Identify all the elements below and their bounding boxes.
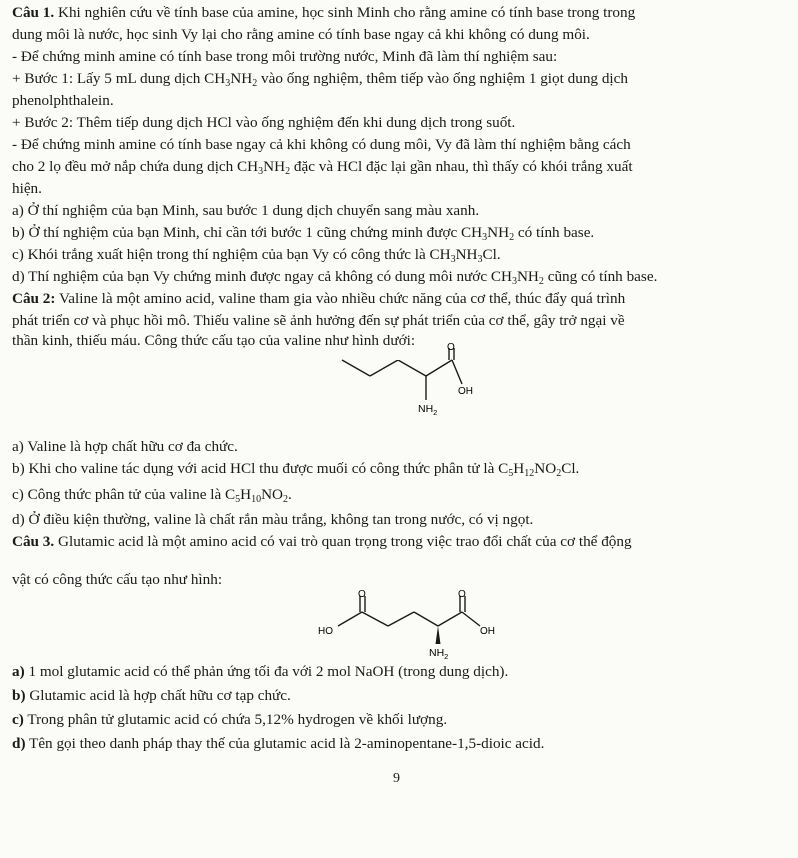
q1-intro-line-2: dung môi là nước, học sinh Vy lại cho rằng amine có tính base ngay cả khi không có dung môi. — [12, 26, 590, 43]
q1-setup-vy-2: cho 2 lọ đều mở nắp chứa dung dịch $CH_3NH_2$ đặc và HCl đặc lại gần nhau, thì thấy có khói trắng xuất — [12, 158, 633, 177]
page-number: 9 — [393, 771, 400, 786]
q2-statement-c: c) Công thức phân tử của valine là $C_5H_{10}NO_2$. — [12, 486, 292, 505]
glutamic-oh: OH — [480, 626, 495, 637]
q1-setup-minh: - Để chứng minh amine có tính base trong môi trường nước, Minh đã làm thí nghiệm sau: — [12, 48, 558, 65]
q2-intro-line-3: thần kinh, thiếu máu. Công thức cấu tạo của valine như hình dưới: — [12, 332, 416, 349]
q3-statement-c: c) Trong phân tử glutamic acid có chứa 5,12% hydrogen về khối lượng. — [12, 711, 448, 728]
q3-intro-line-2: vật có công thức cấu tạo như hình: — [12, 571, 223, 588]
q3-statement-d: d) Tên gọi theo danh pháp thay thế của glutamic acid là 2-aminopentane-1,5-dioic acid. — [12, 735, 545, 752]
valine-skeleton-bonds — [342, 348, 462, 400]
glutamic-ho: HO — [318, 626, 333, 637]
q3-statement-a: a) 1 mol glutamic acid có thể phản ứng tối đa với 2 mol NaOH (trong dung dịch). — [12, 663, 509, 680]
q2-statement-a: a) Valine là hợp chất hữu cơ đa chức. — [12, 438, 238, 455]
q1-statement-b: b) Ở thí nghiệm của bạn Minh, chỉ cần tới bước 1 cũng chứng minh được $CH_3NH_2$ có tính base. — [12, 224, 595, 243]
q1-intro-1: Khi nghiên cứu về tính base của amine, học sinh Minh cho rằng amine có tính base trong trong — [58, 4, 636, 21]
q1-setup-vy-1: - Để chứng minh amine có tính base ngay cả khi không có dung môi, Vy đã làm thí nghiệm bằng cách — [12, 136, 631, 153]
glutamic-wedge-bond — [436, 626, 441, 644]
glutamic-nh2: $NH_2$ — [429, 647, 449, 661]
q1-step2: + Bước 2: Thêm tiếp dung dịch HCl vào ống nghiệm đến khi dung dịch trong suốt. — [12, 114, 516, 131]
glutamic-o-1: O — [358, 589, 366, 600]
valine-structure — [340, 342, 480, 439]
q1-label: Câu 1. — [12, 4, 55, 21]
q3-statement-b: b) Glutamic acid là hợp chất hữu cơ tạp chức. — [12, 687, 291, 704]
q1-step1: + Bước 1: Lấy 5 mL dung dịch $CH_3NH_2$ vào ống nghiệm, thêm tiếp vào ống nghiệm 1 giọt dung dịch — [12, 70, 628, 89]
q2-label: Câu 2: — [12, 290, 56, 307]
q1-statement-d: d) Thí nghiệm của bạn Vy chứng minh được ngay cả không có dung môi nước $CH_3NH_2$ cũng có tính base. — [12, 268, 658, 287]
q2-statement-d: d) Ở điều kiện thường, valine là chất rắn màu trắng, không tan trong nước, có vị ngọt. — [12, 511, 534, 528]
glutamic-acid-structure — [312, 588, 512, 673]
q1-setup-vy-3: hiện. — [12, 180, 42, 197]
valine-nh2: $NH_2$ — [418, 403, 438, 417]
valine-oh: OH — [458, 386, 473, 397]
q3-label: Câu 3. — [12, 533, 55, 550]
q3-intro-line-1: Câu 3. Glutamic acid là một amino acid có vai trò quan trọng trong việc trao đổi chất của cơ thể động — [12, 533, 632, 550]
q2-intro-line-2: phát triển cơ và phục hồi mô. Thiếu valine sẽ ảnh hưởng đến sự phát triển của cơ thể, gây trở ngại về — [12, 312, 625, 329]
q2-intro-line-1: Câu 2: Valine là một amino acid, valine tham gia vào nhiều chức năng của cơ thể, thúc đẩy quá trình — [12, 290, 626, 307]
q2-statement-b: b) Khi cho valine tác dụng với acid HCl thu được muối có công thức phân tử là $C_5H_{12}NO_2Cl$. — [12, 460, 580, 479]
glutamic-skeleton-bonds — [338, 596, 480, 626]
q1-statement-c: c) Khói trắng xuất hiện trong thí nghiệm của bạn Vy có công thức là $CH_3NH_3Cl$. — [12, 246, 501, 265]
q1-intro-line-1 — [12, 3, 635, 22]
glutamic-o-2: O — [458, 589, 466, 600]
q1-step1-cont: phenolphthalein. — [12, 92, 114, 109]
q1-statement-a: a) Ở thí nghiệm của bạn Minh, sau bước 1 dung dịch chuyển sang màu xanh. — [12, 202, 480, 219]
valine-carbonyl-o: O — [447, 342, 455, 353]
